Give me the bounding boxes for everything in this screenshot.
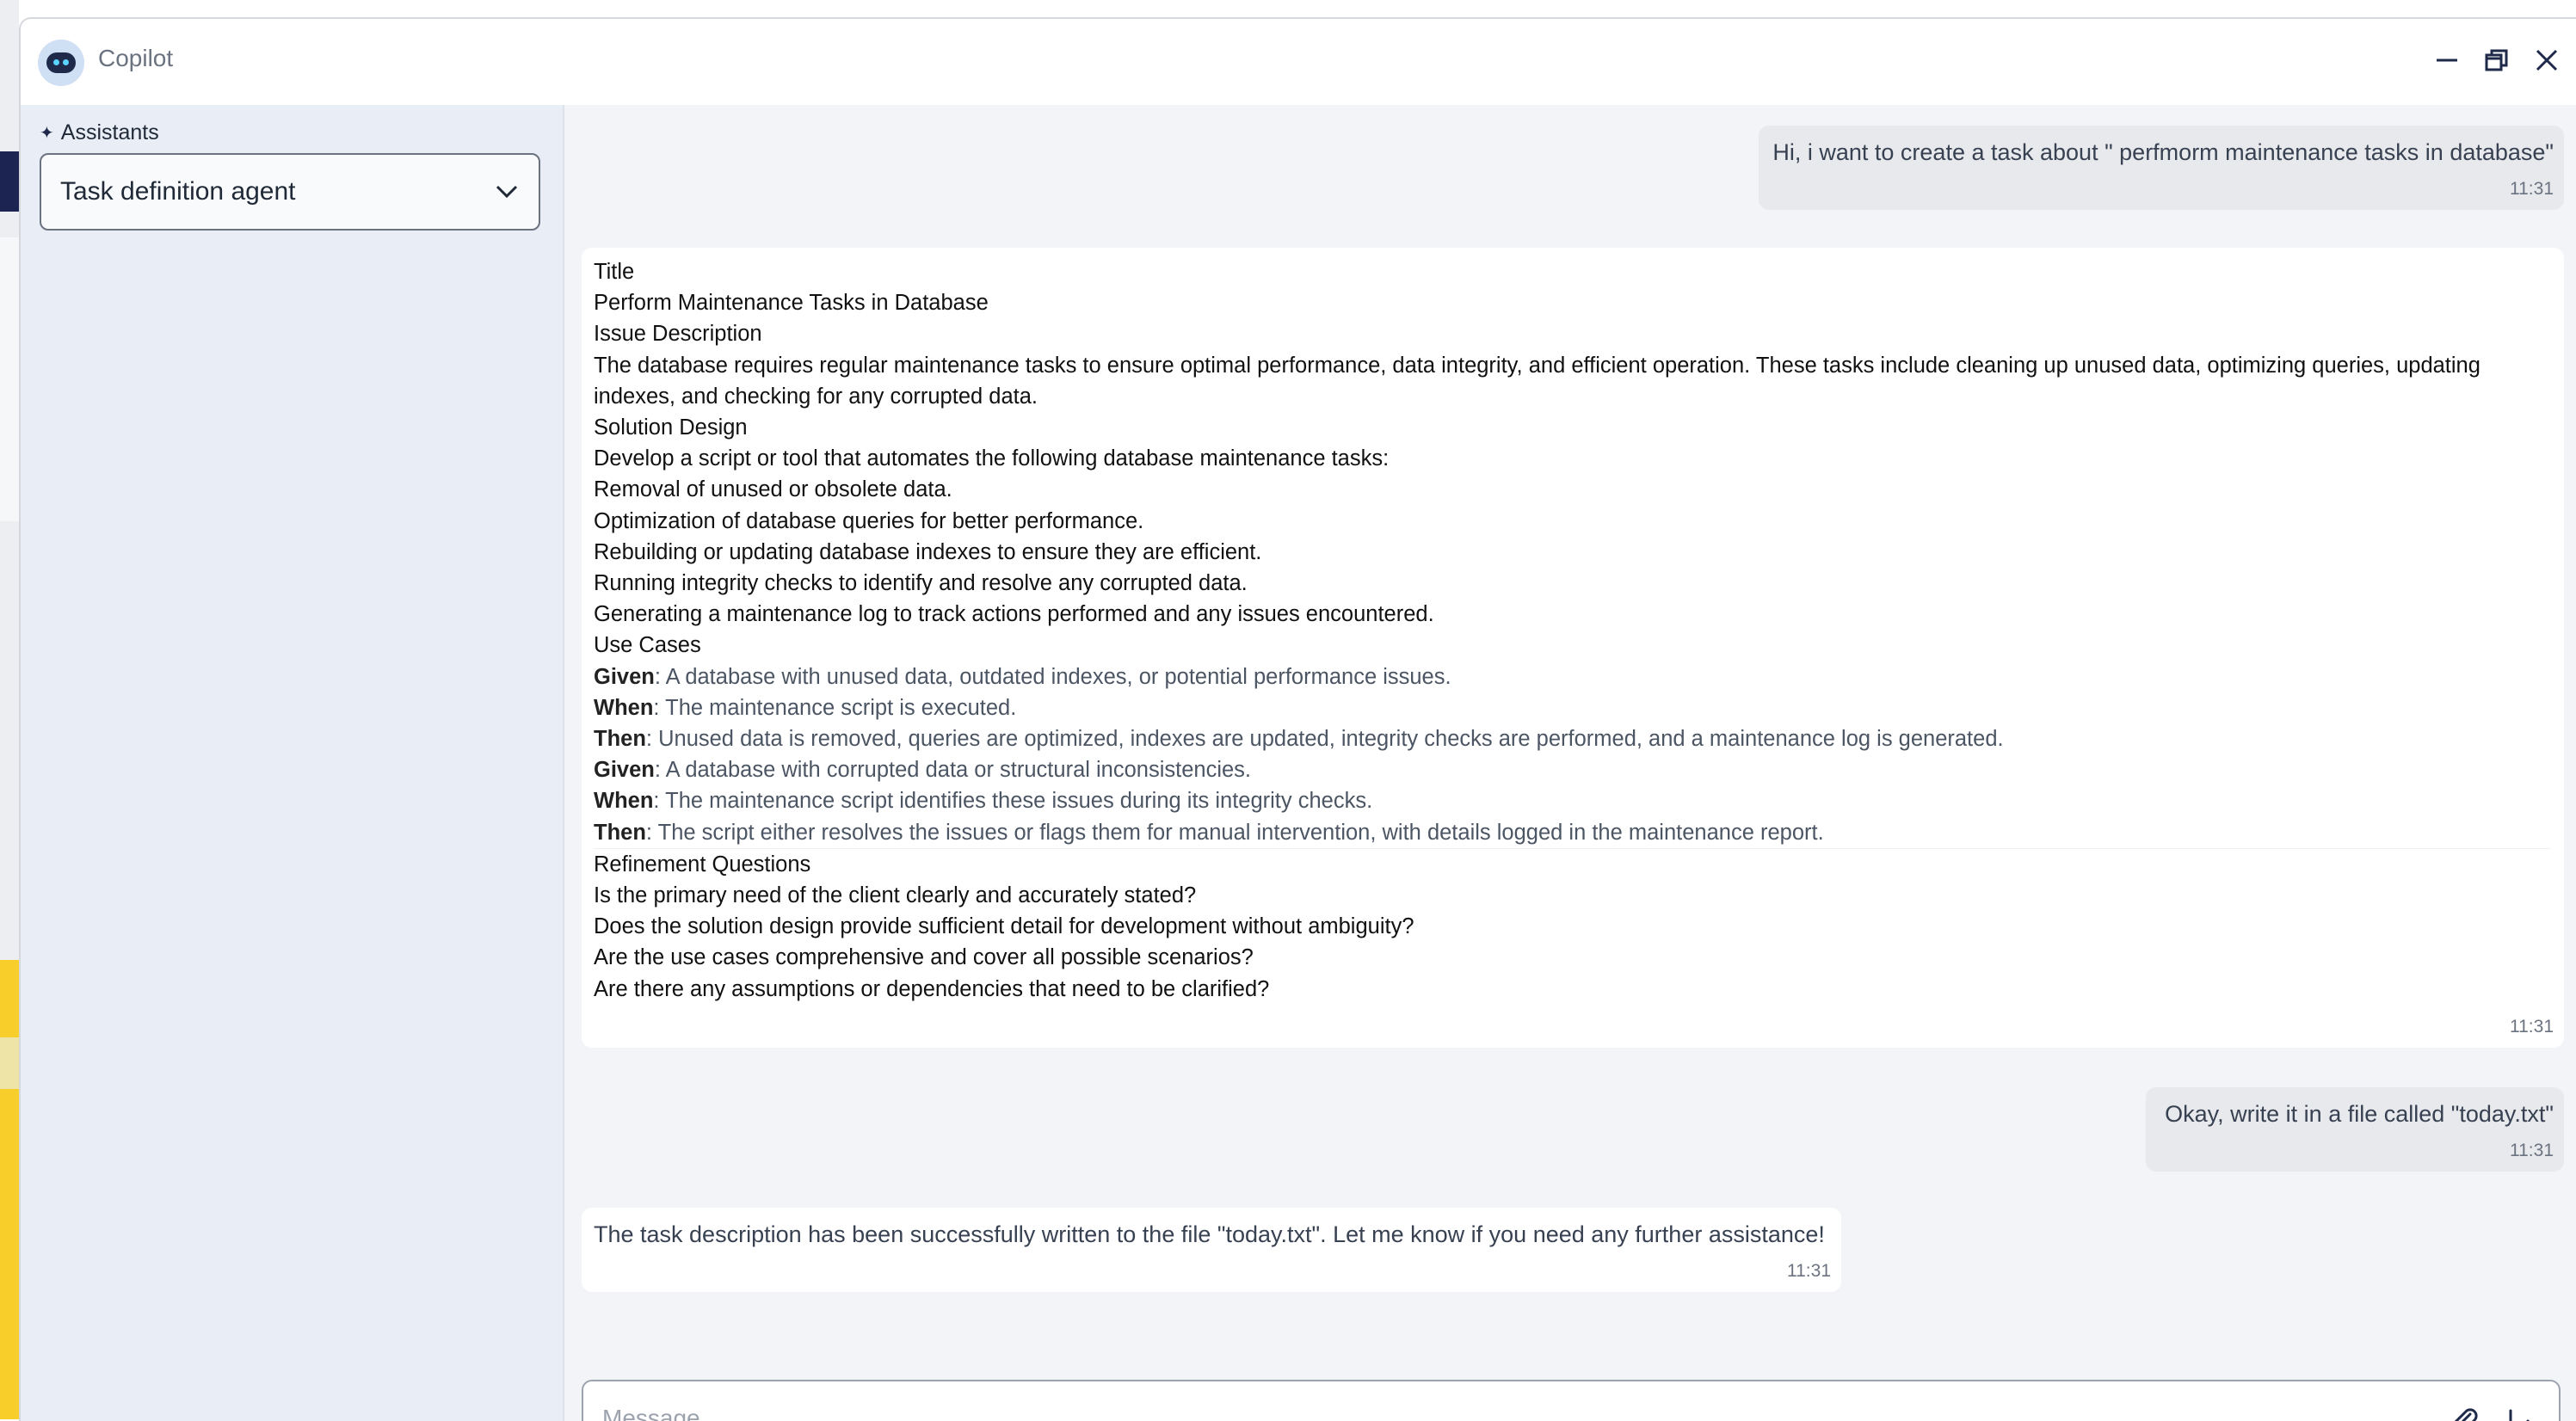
use-case-then: Then: The script either resolves the issues or flags them for manual intervention, with details logged in the maintenance report. bbox=[594, 817, 2550, 849]
assistant-message: Title Perform Maintenance Tasks in Database Issue Description The database requires regular maintenance tasks to ensure optimal performance, data integrity, and efficient operation. These tasks include cleaning up unused data, optimizing queries, updating indexes, and checking for any corrupted data. Solution Design Develop a script or tool that automates the following database maintenance tasks: Removal of unused or obsolete data. Optimization of database queries for better performance. Rebuilding or updating database indexes to ensure they are efficient. Running integrity checks to identify and resolve any corrupted data. Generating a maintenance log to track actions performed and any issues encountered. Use Cases Given: A database with unused data, outdated indexes, or potential performance issues. When: The maintenance script is executed. Then: Unused data is removed, queries are optimized, indexes are updated, integrity checks are performed, and a maintenance log is generated. Given: A database with corrupted data or structural inconsistencies. When: The maintenance script identifies these issues during its integrity checks. Then: The script either resolves the issues or flags them for manual intervention, with details logged in the maintenance report. Refinement Questions Is the primary need of the client clearly and accurately stated? Does the solution design provide sufficient detail for development without ambiguity? Are the use cases comprehensive and cover all possible scenarios? Are there any assumptions or dependencies that need to be clarified? 11:31 bbox=[582, 248, 2564, 1048]
assistants-label: ✦ Assistants bbox=[40, 120, 159, 145]
use-case-then: Then: Unused data is removed, queries are optimized, indexes are updated, integrity checks are performed, and a maintenance log is generated. bbox=[594, 727, 2004, 752]
user-message: Okay, write it in a file called "today.txt" 11:31 bbox=[2146, 1087, 2564, 1172]
close-icon bbox=[2534, 47, 2560, 73]
copilot-window bbox=[19, 17, 2576, 1421]
restore-icon bbox=[2484, 47, 2510, 73]
app-title: Copilot bbox=[98, 45, 174, 71]
title-bar bbox=[21, 19, 2576, 107]
sparkle-icon: ✦ bbox=[40, 124, 54, 143]
background-app-strip bbox=[0, 0, 19, 1419]
chat-area bbox=[564, 105, 2576, 1421]
copilot-logo-icon bbox=[38, 40, 84, 86]
use-case-when: When: The maintenance script identifies these issues during its integrity checks. bbox=[594, 789, 1373, 814]
assistant-message: The task description has been successfully written to the file "today.txt". Let me know if you need any further assistance! 11:31 bbox=[582, 1208, 1841, 1292]
sidebar bbox=[21, 105, 564, 1421]
restore-button[interactable] bbox=[2480, 43, 2514, 77]
attach-button[interactable] bbox=[2445, 1402, 2483, 1421]
chevron-down-icon bbox=[494, 183, 520, 200]
minimize-icon bbox=[2434, 47, 2460, 73]
send-button[interactable] bbox=[2504, 1402, 2542, 1421]
user-message: Hi, i want to create a task about " perfmorm maintenance tasks in database" 11:31 bbox=[1759, 126, 2564, 210]
message-composer bbox=[582, 1380, 2561, 1421]
assistant-select[interactable] bbox=[40, 153, 540, 231]
send-icon bbox=[2505, 1404, 2540, 1421]
use-case-when: When: The maintenance script is executed. bbox=[594, 695, 1017, 720]
paperclip-icon bbox=[2447, 1404, 2481, 1421]
use-case-given: Given: A database with unused data, outdated indexes, or potential performance issues. bbox=[594, 664, 1451, 689]
minimize-button[interactable] bbox=[2430, 43, 2464, 77]
assistant-select-value: Task definition agent bbox=[60, 177, 296, 206]
message-input[interactable] bbox=[601, 1400, 2411, 1421]
use-case-given: Given: A database with corrupted data or structural inconsistencies. bbox=[594, 758, 1252, 783]
close-button[interactable] bbox=[2530, 43, 2564, 77]
